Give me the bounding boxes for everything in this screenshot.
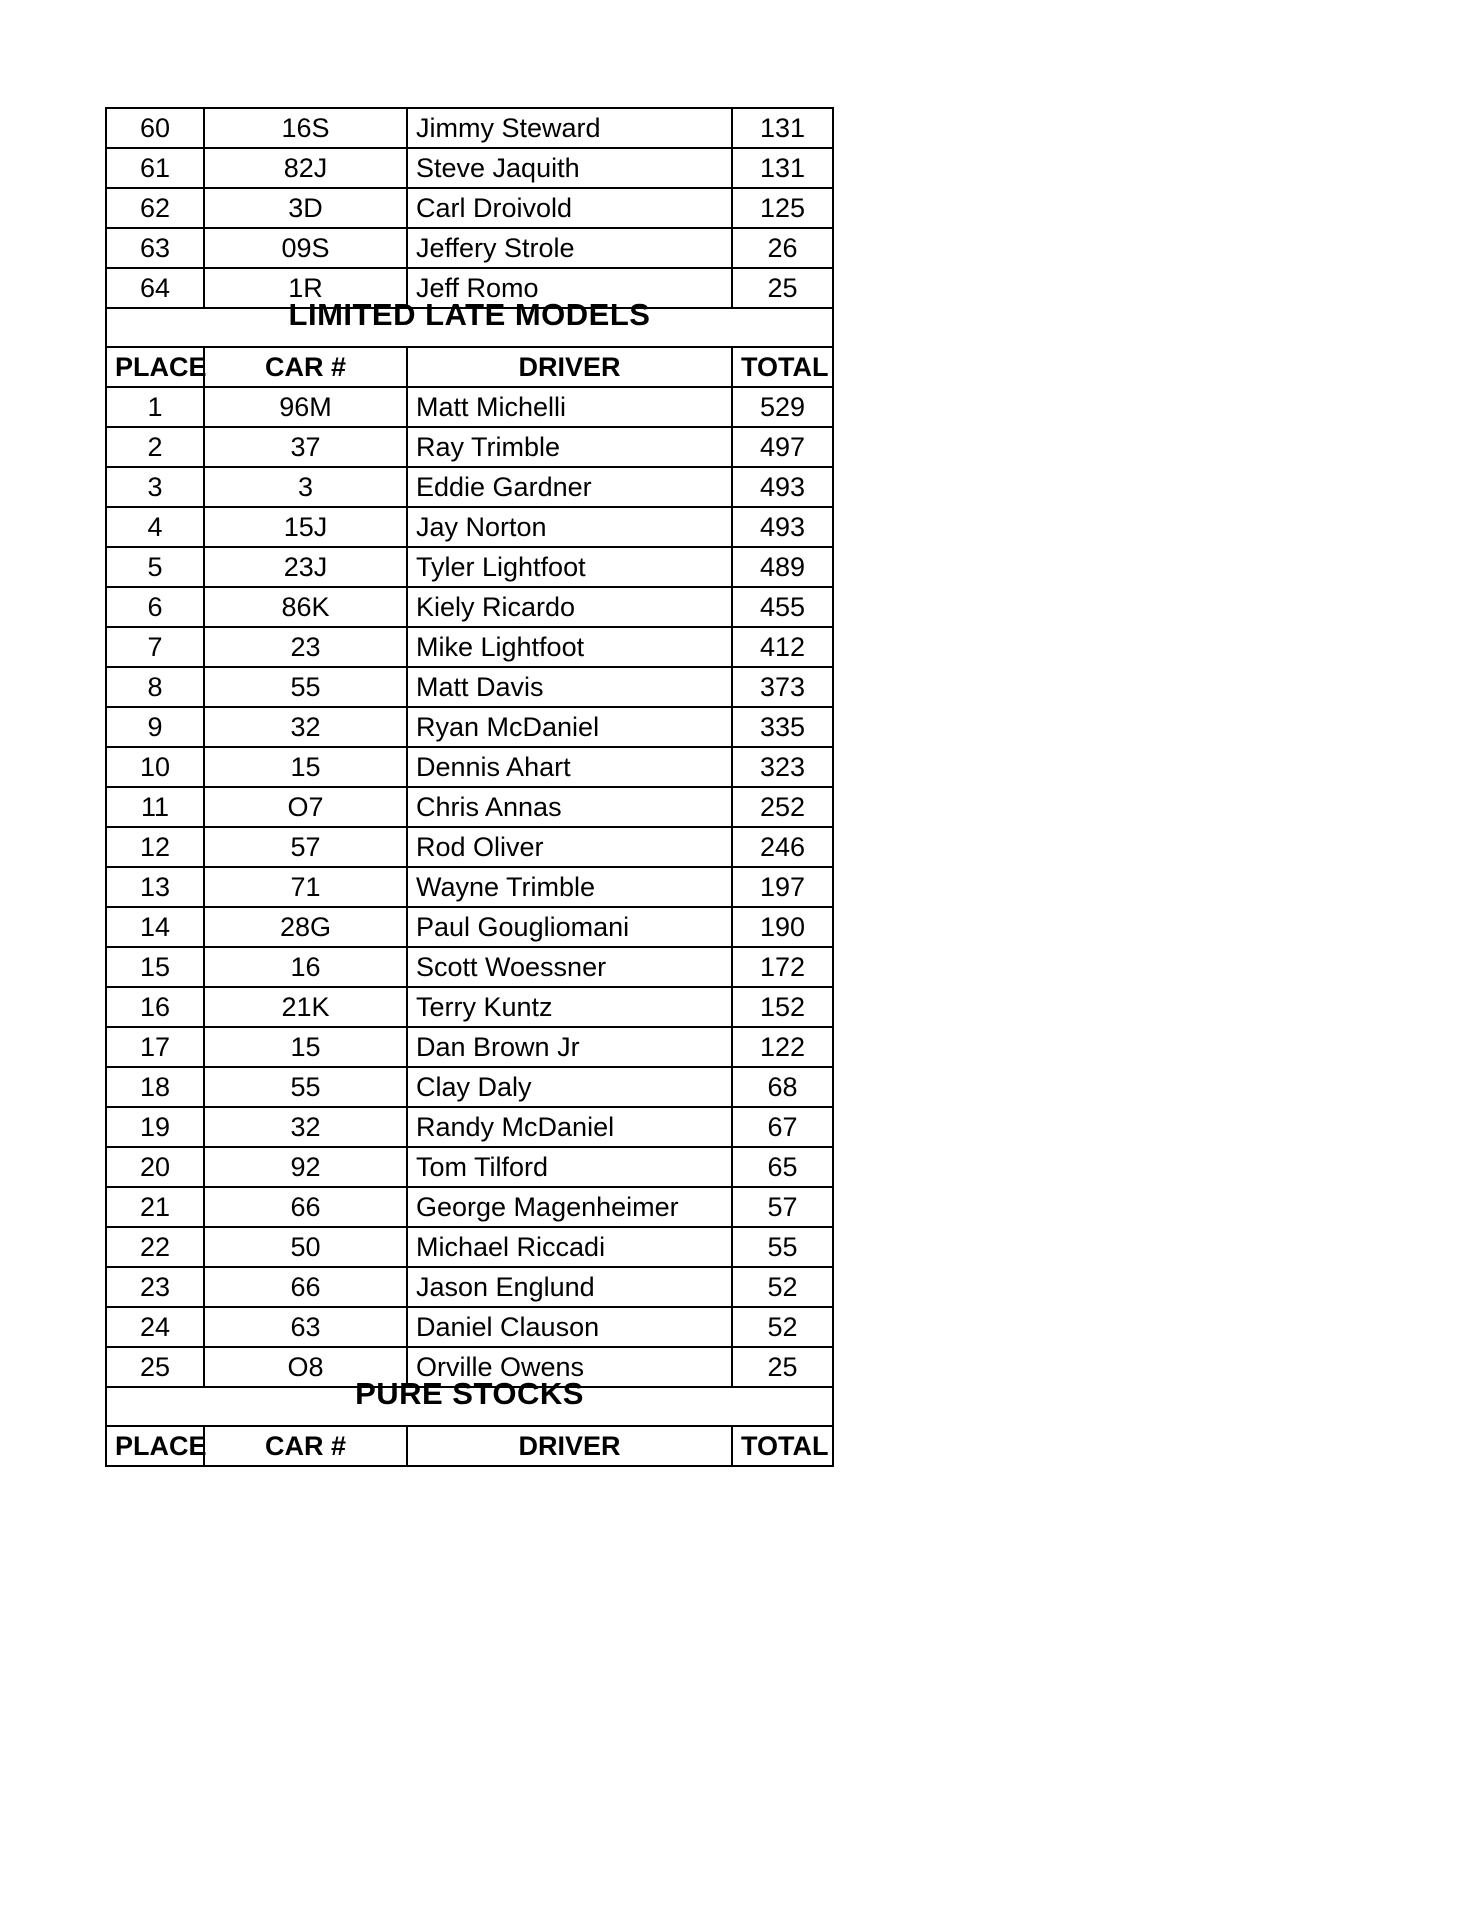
car-number-cell: 15	[204, 747, 407, 787]
place-cell: 10	[106, 747, 204, 787]
car-number-cell: 37	[204, 427, 407, 467]
results-table	[105, 107, 834, 1467]
total-cell: 190	[732, 907, 833, 947]
place-cell: 24	[106, 1307, 204, 1347]
driver-cell: Jimmy Steward	[407, 108, 732, 148]
car-number-cell: 32	[204, 1107, 407, 1147]
car-number-cell: 86K	[204, 587, 407, 627]
place-cell: 64	[106, 268, 204, 308]
driver-cell: Jay Norton	[407, 507, 732, 547]
place-cell: 25	[106, 1347, 204, 1387]
table-row	[106, 228, 833, 268]
total-cell: 455	[732, 587, 833, 627]
table-row	[106, 867, 833, 907]
car-number-cell: 50	[204, 1227, 407, 1267]
driver-cell: George Magenheimer	[407, 1187, 732, 1227]
car-number-cell: 32	[204, 707, 407, 747]
column-header-car: CAR #	[204, 347, 407, 387]
section-title-row	[106, 1387, 833, 1426]
place-cell: 63	[106, 228, 204, 268]
section-title-cell	[106, 1376, 833, 1426]
driver-cell: Daniel Clauson	[407, 1307, 732, 1347]
column-header-row	[106, 347, 833, 387]
column-header-place: PLACE	[106, 1426, 204, 1466]
car-number-cell: 09S	[204, 228, 407, 268]
driver-cell: Matt Michelli	[407, 387, 732, 427]
total-cell: 246	[732, 827, 833, 867]
total-cell: 57	[732, 1187, 833, 1227]
driver-cell: Clay Daly	[407, 1067, 732, 1107]
driver-cell: Dennis Ahart	[407, 747, 732, 787]
place-cell: 9	[106, 707, 204, 747]
car-number-cell: 1R	[204, 268, 407, 308]
car-number-cell: 71	[204, 867, 407, 907]
car-number-cell: 92	[204, 1147, 407, 1187]
driver-cell: Matt Davis	[407, 667, 732, 707]
total-cell: 52	[732, 1307, 833, 1347]
place-cell: 12	[106, 827, 204, 867]
table-row	[106, 507, 833, 547]
table-row	[106, 1107, 833, 1147]
place-cell: 17	[106, 1027, 204, 1067]
car-number-cell: 15J	[204, 507, 407, 547]
driver-cell: Michael Riccadi	[407, 1227, 732, 1267]
car-number-cell: 55	[204, 1067, 407, 1107]
section-title-cell	[106, 297, 833, 347]
place-cell: 2	[106, 427, 204, 467]
total-cell: 25	[732, 268, 833, 308]
place-cell: 14	[106, 907, 204, 947]
place-cell: 6	[106, 587, 204, 627]
place-cell: 4	[106, 507, 204, 547]
place-cell: 11	[106, 787, 204, 827]
car-number-cell: 66	[204, 1187, 407, 1227]
total-cell: 67	[732, 1107, 833, 1147]
place-cell: 22	[106, 1227, 204, 1267]
place-cell: 20	[106, 1147, 204, 1187]
section-title-row	[106, 308, 833, 347]
table-row	[106, 707, 833, 747]
column-header-driver: DRIVER	[407, 347, 732, 387]
car-number-cell: 3	[204, 467, 407, 507]
driver-cell: Jeffery Strole	[407, 228, 732, 268]
table-row	[106, 1147, 833, 1187]
place-cell: 19	[106, 1107, 204, 1147]
car-number-cell: 96M	[204, 387, 407, 427]
driver-cell: Jeff Romo	[407, 268, 732, 308]
table-row	[106, 667, 833, 707]
place-cell: 23	[106, 1267, 204, 1307]
table-row	[106, 1227, 833, 1267]
place-cell: 5	[106, 547, 204, 587]
driver-cell: Wayne Trimble	[407, 867, 732, 907]
driver-cell: Ryan McDaniel	[407, 707, 732, 747]
total-cell: 131	[732, 148, 833, 188]
table-row	[106, 947, 833, 987]
column-header-place: PLACE	[106, 347, 204, 387]
driver-cell: Randy McDaniel	[407, 1107, 732, 1147]
total-cell: 412	[732, 627, 833, 667]
table-row	[106, 587, 833, 627]
car-number-cell: 21K	[204, 987, 407, 1027]
total-cell: 152	[732, 987, 833, 1027]
place-cell: 16	[106, 987, 204, 1027]
total-cell: 25	[732, 1347, 833, 1387]
place-cell: 21	[106, 1187, 204, 1227]
car-number-cell: 23J	[204, 547, 407, 587]
total-cell: 197	[732, 867, 833, 907]
place-cell: 7	[106, 627, 204, 667]
total-cell: 131	[732, 108, 833, 148]
driver-cell: Scott Woessner	[407, 947, 732, 987]
total-cell: 252	[732, 787, 833, 827]
column-header-total: TOTAL	[732, 347, 833, 387]
car-number-cell: 3D	[204, 188, 407, 228]
total-cell: 122	[732, 1027, 833, 1067]
table-row	[106, 1187, 833, 1227]
driver-cell: Orville Owens	[407, 1347, 732, 1387]
total-cell: 323	[732, 747, 833, 787]
driver-cell: Terry Kuntz	[407, 987, 732, 1027]
total-cell: 26	[732, 228, 833, 268]
car-number-cell: 57	[204, 827, 407, 867]
table-row	[106, 1267, 833, 1307]
table-row	[106, 907, 833, 947]
driver-cell: Paul Gougliomani	[407, 907, 732, 947]
table-row	[106, 1307, 833, 1347]
column-header-car: CAR #	[204, 1426, 407, 1466]
driver-cell: Chris Annas	[407, 787, 732, 827]
column-header-row	[106, 1426, 833, 1466]
driver-cell: Tyler Lightfoot	[407, 547, 732, 587]
driver-cell: Ray Trimble	[407, 427, 732, 467]
driver-cell: Mike Lightfoot	[407, 627, 732, 667]
table-row	[106, 387, 833, 427]
place-cell: 61	[106, 148, 204, 188]
car-number-cell: 23	[204, 627, 407, 667]
driver-cell: Rod Oliver	[407, 827, 732, 867]
total-cell: 493	[732, 507, 833, 547]
table-row	[106, 827, 833, 867]
place-cell: 1	[106, 387, 204, 427]
car-number-cell: 63	[204, 1307, 407, 1347]
car-number-cell: O7	[204, 787, 407, 827]
car-number-cell: 15	[204, 1027, 407, 1067]
section-title: LIMITED LATE MODELS	[288, 297, 651, 332]
table-row	[106, 1027, 833, 1067]
car-number-cell: O8	[204, 1347, 407, 1387]
place-cell: 3	[106, 467, 204, 507]
total-cell: 489	[732, 547, 833, 587]
driver-cell: Dan Brown Jr	[407, 1027, 732, 1067]
table-row	[106, 427, 833, 467]
table-row	[106, 467, 833, 507]
car-number-cell: 82J	[204, 148, 407, 188]
total-cell: 493	[732, 467, 833, 507]
total-cell: 497	[732, 427, 833, 467]
car-number-cell: 66	[204, 1267, 407, 1307]
total-cell: 55	[732, 1227, 833, 1267]
table-row	[106, 987, 833, 1027]
car-number-cell: 16S	[204, 108, 407, 148]
table-row	[106, 108, 833, 148]
total-cell: 335	[732, 707, 833, 747]
driver-cell: Eddie Gardner	[407, 467, 732, 507]
place-cell: 18	[106, 1067, 204, 1107]
driver-cell: Tom Tilford	[407, 1147, 732, 1187]
place-cell: 60	[106, 108, 204, 148]
car-number-cell: 28G	[204, 907, 407, 947]
driver-cell: Steve Jaquith	[407, 148, 732, 188]
total-cell: 172	[732, 947, 833, 987]
driver-cell: Jason Englund	[407, 1267, 732, 1307]
results-table-container	[105, 107, 834, 1467]
total-cell: 65	[732, 1147, 833, 1187]
driver-cell: Carl Droivold	[407, 188, 732, 228]
section-title: PURE STOCKS	[355, 1376, 584, 1411]
total-cell: 125	[732, 188, 833, 228]
column-header-driver: DRIVER	[407, 1426, 732, 1466]
place-cell: 13	[106, 867, 204, 907]
table-row	[106, 787, 833, 827]
car-number-cell: 16	[204, 947, 407, 987]
total-cell: 68	[732, 1067, 833, 1107]
total-cell: 373	[732, 667, 833, 707]
table-row	[106, 747, 833, 787]
table-row	[106, 148, 833, 188]
place-cell: 15	[106, 947, 204, 987]
total-cell: 52	[732, 1267, 833, 1307]
table-row	[106, 627, 833, 667]
place-cell: 62	[106, 188, 204, 228]
place-cell: 8	[106, 667, 204, 707]
driver-cell: Kiely Ricardo	[407, 587, 732, 627]
car-number-cell: 55	[204, 667, 407, 707]
table-row	[106, 1067, 833, 1107]
total-cell: 529	[732, 387, 833, 427]
table-row	[106, 547, 833, 587]
column-header-total: TOTAL	[732, 1426, 833, 1466]
table-row	[106, 188, 833, 228]
